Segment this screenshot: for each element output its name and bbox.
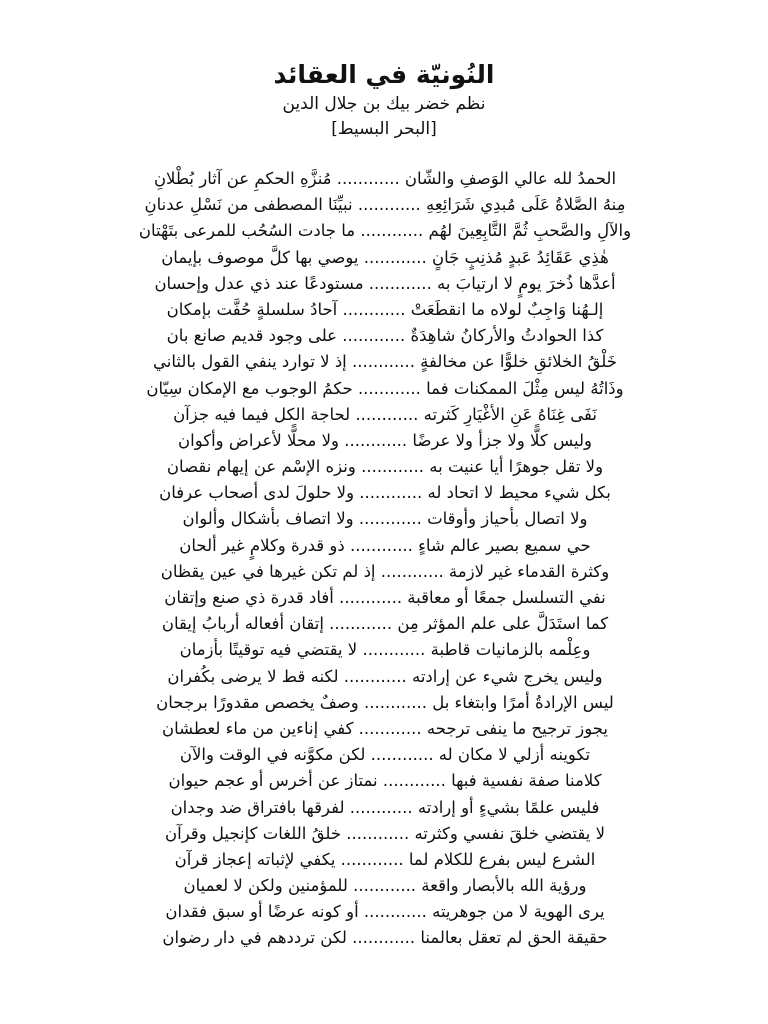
verse-line: [120, 376, 650, 402]
verse-text: أعدَّها ذُخرَ يومٍ لا ارتيابَ به ............ مستودعًا عند ذي عدل وإحسان: [154, 273, 616, 293]
verse-text: ليس الإرادةُ أمرًا وابتغاء بل ............ وصفٌ يخصص مقدورًا برجحان: [156, 692, 614, 712]
verse-line: [120, 768, 650, 794]
verse-line: [120, 533, 650, 559]
verse-text: خَلْقُ الخلائقِ خلوًّا عن مخالفةٍ ............ إذ لا توارد ينفي القول بالثاني: [153, 352, 617, 372]
verse-line: [120, 506, 650, 532]
verse-line: [120, 559, 650, 585]
verse-text: الحمدُ لله عالي الوَصفِ والشّان ............ مُنزَّهِ الحكمِ عن آثار بُطْلانِ: [153, 169, 617, 188]
verse-line: [120, 664, 650, 690]
verse-text: لا يقتضي خلقَ نفسي وكثرته ............ خلقُ اللغات كإنجيل وقرآن: [165, 823, 605, 843]
verse-line: [120, 925, 650, 951]
verse-line: [120, 611, 650, 637]
verse-line: [120, 873, 650, 899]
verse-line: [120, 271, 650, 297]
verse-line: [120, 847, 650, 873]
verse-line: [120, 742, 650, 768]
verse-line: [120, 166, 650, 192]
verse-text: وليس يخرج شيء عن إرادته ............ لكنه قط لا يرضى بكُفران: [167, 666, 603, 686]
poem-verses: [120, 166, 650, 952]
verse-line: [120, 454, 650, 480]
verse-text: نَفَى غِنَاهُ عَنِ الأغْيَارِ كَثرته ............ لحاجة الكل فيما فيه جزآن: [173, 404, 597, 424]
verse-text: كلامنا صفة نفسية فبها ............ نمتاز عن أخرس أو عجم حيوان: [168, 771, 602, 791]
verse-text: حي سميع بصير عالم شاءٍ ............ ذو قدرة وكلامٍ غير ألحان: [179, 535, 591, 555]
verse-line: [120, 716, 650, 742]
verse-line: [120, 899, 650, 925]
verse-line: [120, 349, 650, 375]
verse-line: [120, 428, 650, 454]
verse-line: [120, 480, 650, 506]
verse-text: نفي التسلسل جمعًا أو معاقبة ............ أفاد قدرة ذي صنع وإتقان: [164, 588, 606, 607]
verse-line: [120, 218, 650, 244]
verse-text: مِنهُ الصَّلاةُ عَلَى مُبدِي شَرَائِعِهِ ............ نبيِّنَا المصطفى من نَسْلِ عدنانِ: [144, 195, 626, 215]
verse-line: [120, 402, 650, 428]
verse-text: وعِلْمه بالزمانيات قاطبة ............ لا يقتضي فيه توقيتًا بأزمان: [179, 640, 591, 660]
verse-text: وذَاتُهُ ليس مِثْلَ الممكنات فما ............ حكمُ الوجوب مع الإمكان سِيّان: [146, 378, 624, 398]
verse-text: والآلِ والصَّحبِ ثُمَّ التَّابِعِينَ لهُم ............ ما جادت السُحُب للمرعى بتَهْتان: [138, 221, 632, 241]
verse-text: هٰذِي عَقَائِدُ عَبدٍ مُذنِبٍ جَانٍ ............ يوصي بها كلَّ موصوف بإيمان: [161, 247, 609, 267]
verse-line: [120, 637, 650, 663]
verse-text: ورؤية الله بالأبصار واقعة ............ للمؤمنين ولكن لا لعميان: [183, 876, 587, 896]
verse-line: [120, 821, 650, 847]
verse-text: حقيقة الحق لم تعقل بعالمنا ............ لكن ترددهم في دار رضوان: [162, 928, 608, 948]
verse-text: وليس كلًّا ولا جزأ ولا عرضًا ............ ولا محلًّا لأعراض وأكوان: [178, 430, 592, 450]
verse-text: وكثرة القدماء غير لازمة ............ إذ لم تكن غيرها في عين يقظان: [160, 561, 610, 581]
verse-line: [120, 323, 650, 349]
verse-text: كذا الحوادثُ والأركانُ شاهِدَةٌ ............ على وجود قديم صانع بان: [166, 326, 604, 346]
verse-line: [120, 690, 650, 716]
verse-text: إلـهُنا وَاجِبٌ لولاه ما انقطَعَتْ ............ آحادُ سلسلةٍ حُفَّت بإمكان: [166, 299, 604, 319]
verse-text: يجوز ترجيح ما ينفى ترجحه ............ كفي إناءين من ماء لعطشان: [161, 718, 609, 738]
verse-line: [120, 245, 650, 271]
document-title: النُونيّة في العقائد: [273, 60, 495, 89]
verse-line: [120, 585, 650, 611]
verse-text: تكوينه أزلي لا مكان له ............ لكن مكوَّنه في الوقت والآن: [179, 745, 591, 765]
verse-text: ولا تقل جوهرًا أيا عنيت به ............ ونزه الإسْم عن إيهام نقصان: [166, 457, 604, 477]
verse-line: [120, 795, 650, 821]
verse-text: كما استَدَلَّ على علم المؤثر مِن ............ إتقان أفعاله أربابُ إيقان: [161, 614, 609, 634]
verse-text: الشرع ليس بفرع للكلام لما ............ يكفي لإثباته إعجاز قرآن: [174, 849, 596, 869]
verse-text: بكل شيء محيط لا اتحاد له ............ ولا حلولَ لدى أصحاب عرفان: [159, 483, 611, 503]
author-line: نظم خضر بيك بن جلال الدين: [282, 94, 486, 114]
verse-line: [120, 192, 650, 218]
verse-line: [120, 297, 650, 323]
verse-text: فليس علمًا بشيءٍ أو إرادته ............ لفرقها بافتراق ضد وجدان: [170, 797, 600, 817]
verse-text: يرى الهوية لا من جوهريته ............ أو كونه عرضًا أو سبق فقدان: [165, 902, 605, 922]
meter-line: [البحر البسيط]: [331, 119, 437, 139]
verse-text: ولا اتصال بأحياز وأوقات ............ ولا اتصاف بأشكال وألوان: [182, 509, 588, 529]
